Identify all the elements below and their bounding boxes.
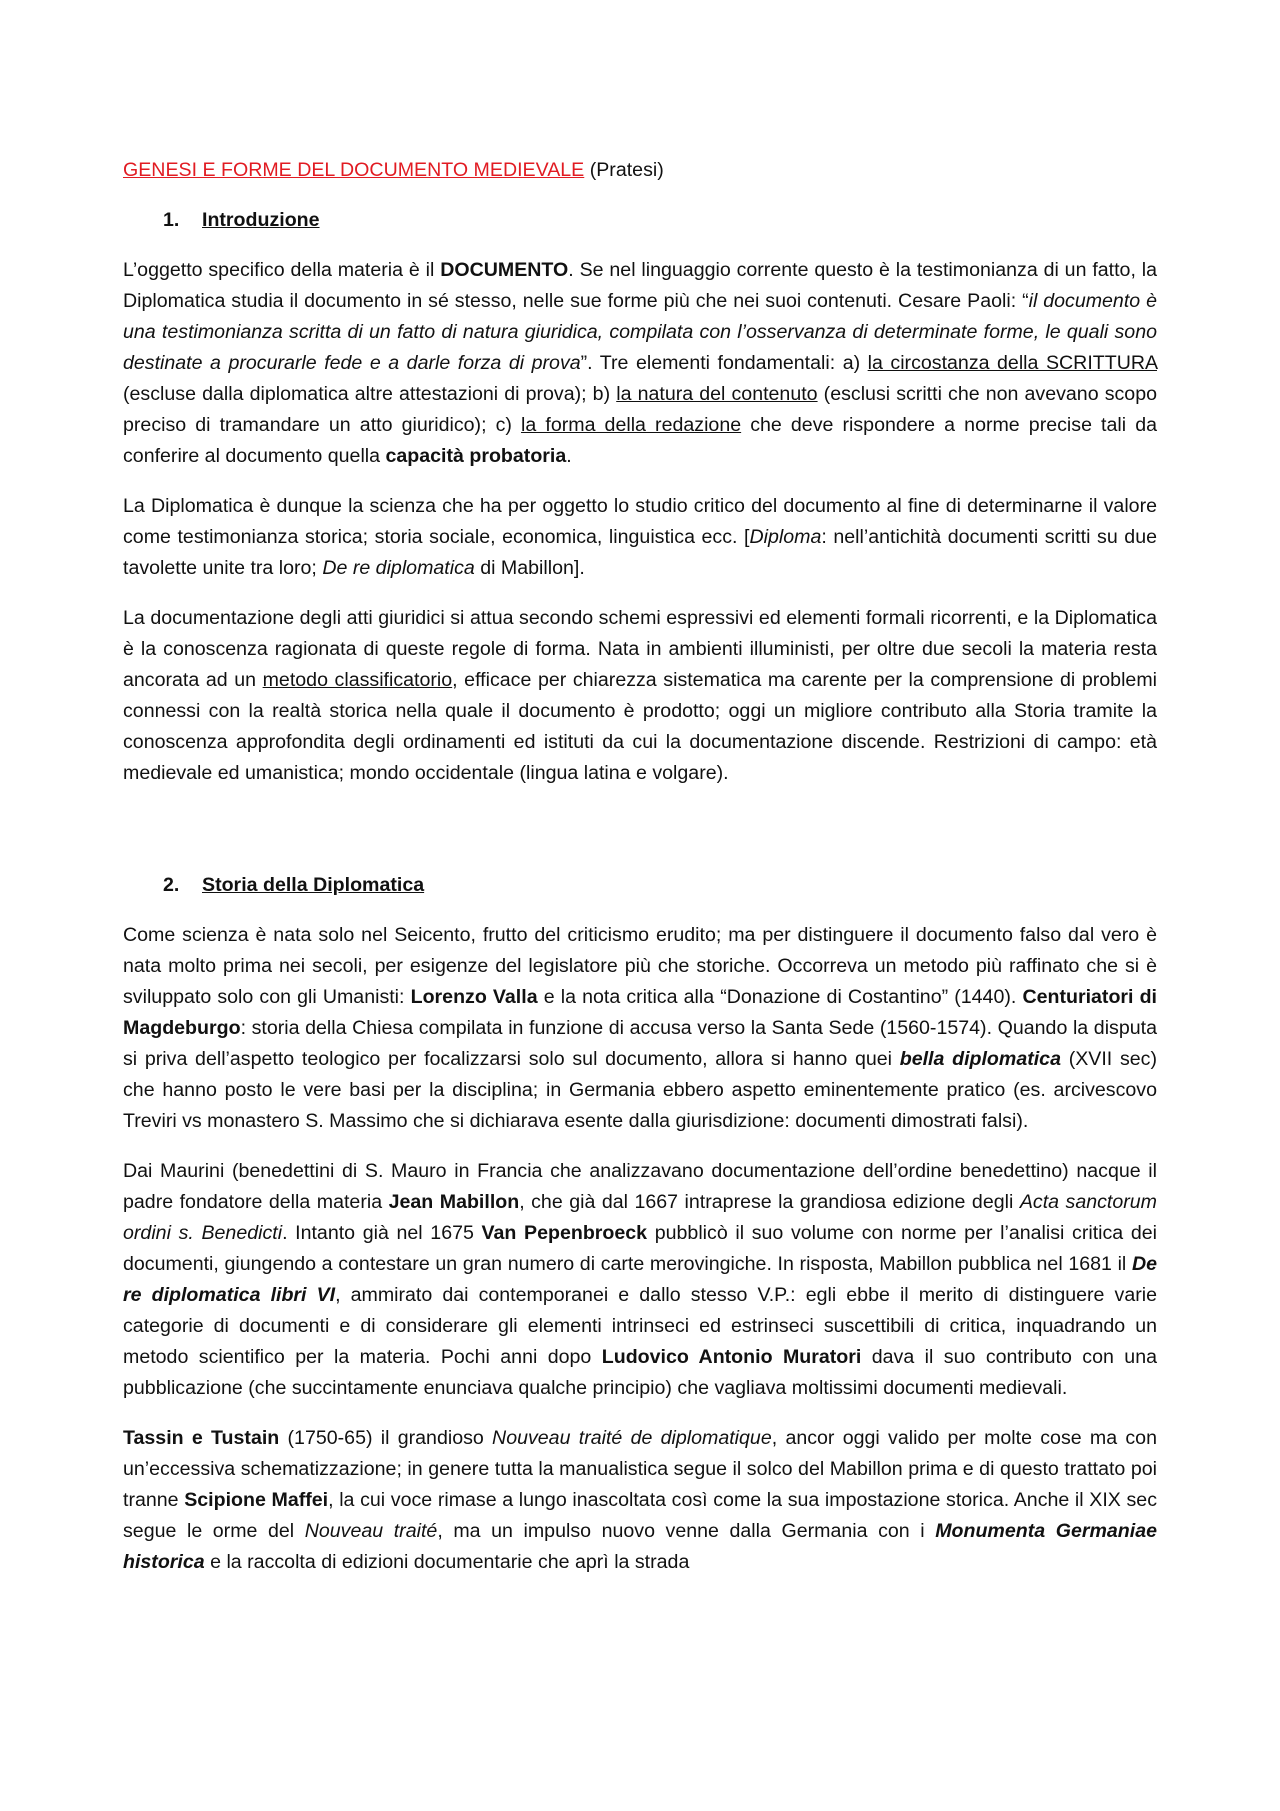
text-run: pubblicò il suo volume con norme per l’analisi critica dei documenti, giungendo a contestare un gran numero di carte merovingiche. In risposta, Mabillon pubblica nel 1681 il <box>123 1222 1158 1275</box>
paragraph-1 <box>123 255 1157 472</box>
title-author: (Pratesi) <box>584 159 664 181</box>
text-run-italic: Nouveau traité de diplomatique <box>492 1427 772 1449</box>
text-run-bold: Lorenzo Valla <box>410 986 538 1008</box>
text-run: e la nota critica alla “Donazione di Costantino” (1440). <box>537 986 1023 1008</box>
text-run: : storia della Chiesa compilata in funzione di accusa verso la Santa Sede (1560-1574). Quando la disputa si priva dell’aspetto teologico per focalizzarsi solo sul documento, allora si hanno quei <box>123 1017 1157 1070</box>
paragraph-6 <box>123 1423 1157 1578</box>
text-run: La documentazione degli atti giuridici si attua secondo schemi espressivi ed elementi formali ricorrenti, e la Diplomatica è la conoscenza ragionata di queste regole di forma. Nata in ambienti illuministi, per oltre due secoli la materia resta ancorata ad un <box>123 607 1157 691</box>
text-run: , che già dal 1667 intraprese la grandiosa edizione degli <box>519 1191 1020 1213</box>
text-run-italic: Diploma <box>749 526 822 548</box>
paragraph-3 <box>123 603 1157 789</box>
text-run-bold-italic: bella diplomatica <box>899 1048 1061 1070</box>
title-main: GENESI E FORME DEL DOCUMENTO MEDIEVALE <box>123 159 585 181</box>
text-run-italic: Acta sanctorum ordini s. Benedicti <box>123 1191 1157 1244</box>
section-title: Introduzione <box>202 209 320 231</box>
text-run: . Intanto già nel 1675 <box>282 1222 482 1244</box>
text-run: (esclusi scritti che non avevano scopo preciso di tramandare un atto giuridico); c) <box>123 383 1157 436</box>
text-run-underline: la natura del contenuto <box>616 383 818 405</box>
text-run: di Mabillon]. <box>474 557 585 579</box>
text-run: Come scienza è nata solo nel Seicento, frutto del criticismo erudito; ma per distinguere il documento falso dal vero è nata molto prima nei secoli, per esigenze del legislatore più che storiche. Occorreva un metodo più raffinato che si è sviluppato solo con gli Umanisti: <box>123 924 1157 1008</box>
text-run-bold: Van Pepenbroeck <box>481 1222 648 1244</box>
text-run: L’oggetto specifico della materia è il <box>123 259 441 281</box>
section-spacer <box>123 808 1157 870</box>
text-run-bold: Centuriatori di Magdeburgo <box>123 986 1158 1039</box>
text-run-bold: Tassin e Tustain <box>123 1427 280 1449</box>
section-title: Storia della Diplomatica <box>202 874 425 896</box>
text-run-bold: Scipione Maffei <box>184 1489 329 1511</box>
text-run-bold: Ludovico Antonio Muratori <box>601 1346 862 1368</box>
section-heading-storia <box>123 870 1157 901</box>
text-run: , la cui voce rimase a lungo inascoltata così come la sua impostazione storica. Anche il XIX sec segue le orme del <box>123 1489 1157 1542</box>
text-run-bold: Jean Mabillon <box>388 1191 520 1213</box>
text-run: . Se nel linguaggio corrente questo è la testimonianza di un fatto, la Diplomatica studia il documento in sé stesso, nelle sue forme più che nei suoi contenuti. Cesare Paoli: “ <box>123 259 1157 312</box>
text-run-italic: De re diplomatica <box>322 557 475 579</box>
paragraph-4 <box>123 920 1157 1137</box>
document-title <box>123 155 1157 186</box>
text-run: , ancor oggi valido per molte cose ma con un’eccessiva schematizzazione; in genere tutta la manualistica segue il solco del Mabillon prima e di questo trattato poi tranne <box>123 1427 1157 1511</box>
text-run: . <box>566 445 572 467</box>
paragraph-5 <box>123 1156 1157 1404</box>
text-run: (XVII sec) che hanno posto le vere basi per la disciplina; in Germania ebbero aspetto eminentemente pratico (es. arcivescovo Treviri vs monastero S. Massimo che si dichiarava esente dalla giurisdizione: documenti dimostrati falsi). <box>123 1048 1157 1132</box>
text-run-underline: la forma della redazione <box>521 414 742 436</box>
section-number: 1. <box>163 209 180 231</box>
quote-italic: il documento è una testimonianza scritta di un fatto di natura giuridica, compilata con l’osservanza di determinate forme, le quali sono destinate a procurarle fede e a darle forza di prova <box>123 290 1157 374</box>
text-run: ”. Tre elementi fondamentali: a) <box>580 352 868 374</box>
text-run: e la raccolta di edizioni documentarie che aprì la strada <box>204 1551 690 1573</box>
text-run-bold: DOCUMENTO <box>440 259 569 281</box>
text-run: , ammirato dai contemporanei e dallo stesso V.P.: egli ebbe il merito di distinguere varie categorie di documenti e di considerare gli elementi intrinseci ed estrinseci suscettibili di critica, inquadrando un metodo scientifico per la materia. Pochi anni dopo <box>123 1284 1158 1368</box>
section-number: 2. <box>163 874 180 896</box>
text-run: , efficace per chiarezza sistematica ma carente per la comprensione di problemi connessi con la realtà storica nella quale il documento è prodotto; oggi un migliore contributo alla Storia tramite la conoscenza approfondita degli ordinamenti ed istituti da cui la documentazione discende. Restrizioni di campo: età medievale ed umanistica; mondo occidentale (lingua latina e volgare). <box>123 669 1158 784</box>
text-run-bold: capacità probatoria <box>385 445 567 467</box>
text-run-italic: Nouveau traité <box>304 1520 438 1542</box>
text-run: che deve rispondere a norme precise tali da conferire al documento quella <box>123 414 1157 467</box>
text-run-bold-italic: De re diplomatica libri VI <box>123 1253 1157 1306</box>
text-run-bold-italic: Monumenta Germaniae historica <box>123 1520 1158 1573</box>
text-run: Dai Maurini (benedettini di S. Mauro in Francia che analizzavano documentazione dell’ordine benedettino) nacque il padre fondatore della materia <box>123 1160 1157 1213</box>
text-run: (escluse dalla diplomatica altre attestazioni di prova); b) <box>123 383 617 405</box>
text-run: (1750-65) il grandioso <box>279 1427 493 1449</box>
text-run: dava il suo contributo con una pubblicazione (che succintamente enunciava qualche principio) che vagliava moltissimi documenti medievali. <box>123 1346 1157 1399</box>
text-run-underline: metodo classificatorio <box>262 669 453 691</box>
section-heading-introduzione <box>123 205 1157 236</box>
text-run: : nell’antichità documenti scritti su due tavolette unite tra loro; <box>123 526 1157 579</box>
text-run-underline: la circostanza della SCRITTURA <box>867 352 1157 374</box>
text-run: , ma un impulso nuovo venne dalla Germania con i <box>437 1520 936 1542</box>
paragraph-2 <box>123 491 1157 584</box>
text-run: La Diplomatica è dunque la scienza che ha per oggetto lo studio critico del documento al fine di determinarne il valore come testimonianza storica; storia sociale, economica, linguistica ecc. [ <box>123 495 1157 548</box>
